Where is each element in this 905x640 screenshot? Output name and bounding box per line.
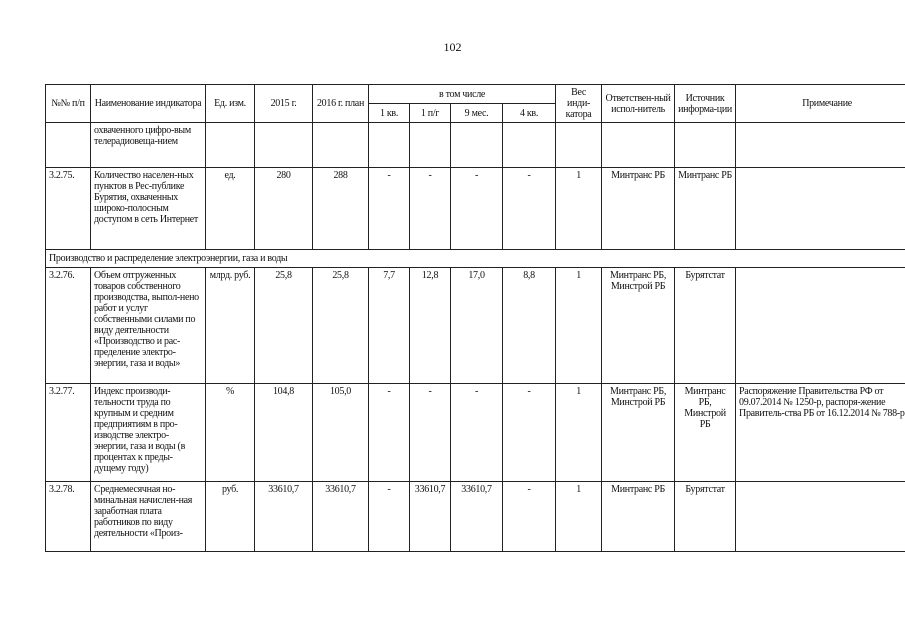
cell-num: 3.2.78. (46, 482, 91, 552)
cell-num: 3.2.76. (46, 268, 91, 384)
table-row (46, 384, 905, 482)
table-row (46, 168, 905, 250)
cell-q4: 8,8 (503, 268, 556, 384)
cell-2015: 33610,7 (255, 482, 313, 552)
cell-name: Индекс производи-тельности труда по крупным и средним предприятиям в про-изводстве электро-энергии, газа и воды (в процентах к преды-дущему году) (91, 384, 206, 482)
cell-note: Распоряжение Правительства РФ от 09.07.2014 № 1250-р, распоря-жение Правитель-ства РБ от 16.12.2014 № 788-р (736, 384, 905, 482)
cell-2015: 280 (255, 168, 313, 250)
cell-source: Минтранс РБ, Минстрой РБ (675, 384, 736, 482)
header-q4: 4 кв. (503, 104, 556, 123)
header-2015: 2015 г. (255, 85, 313, 123)
header-source: Источник информа-ции (675, 85, 736, 123)
cell-q4: - (503, 482, 556, 552)
cell-h1: 12,8 (410, 268, 451, 384)
header-unit: Ед. изм. (206, 85, 255, 123)
header-weight: Вес инди-катора (556, 85, 602, 123)
cell-9m: - (451, 384, 503, 482)
header-note: Примечание (736, 85, 905, 123)
cell-9m: 17,0 (451, 268, 503, 384)
cell-h1: 33610,7 (410, 482, 451, 552)
cell-unit: % (206, 384, 255, 482)
cell-weight: 1 (556, 482, 602, 552)
header-9m: 9 мес. (451, 104, 503, 123)
cell-num (46, 123, 91, 168)
cell-source: Бурятстат (675, 482, 736, 552)
cell-weight: 1 (556, 268, 602, 384)
header-responsible: Ответствен-ный испол-нитель (602, 85, 675, 123)
cell-9m: - (451, 168, 503, 250)
cell-note (736, 268, 905, 384)
header-q1: 1 кв. (369, 104, 410, 123)
cell-responsible: Минтранс РБ (602, 482, 675, 552)
cell-name: Среднемесячная но-минальная начислен-ная заработная плата работников по виду деятельности «Произ- (91, 482, 206, 552)
indicators-table (45, 84, 905, 552)
cell-responsible: Минтранс РБ, Минстрой РБ (602, 384, 675, 482)
cell-unit: ед. (206, 168, 255, 250)
header-2016: 2016 г. план (313, 85, 369, 123)
cell-name: охваченного цифро-вым телерадиовеща-нием (91, 123, 206, 168)
cell-unit: руб. (206, 482, 255, 552)
cell-q1: 7,7 (369, 268, 410, 384)
header-num: №№ п/п (46, 85, 91, 123)
section-title: Производство и распределение электроэнергии, газа и воды (46, 250, 905, 268)
cell-2016: 288 (313, 168, 369, 250)
cell-responsible: Минтранс РБ (602, 168, 675, 250)
cell-weight: 1 (556, 168, 602, 250)
cell-h1: - (410, 168, 451, 250)
header-including: в том числе (369, 85, 556, 104)
cell-2016: 33610,7 (313, 482, 369, 552)
cell-2016: 25,8 (313, 268, 369, 384)
cell-2015: 104,8 (255, 384, 313, 482)
cell-num: 3.2.77. (46, 384, 91, 482)
cell-num: 3.2.75. (46, 168, 91, 250)
cell-weight: 1 (556, 384, 602, 482)
cell-q4: - (503, 384, 556, 482)
section-row (46, 250, 905, 268)
cell-q1: - (369, 384, 410, 482)
table-row (46, 482, 905, 552)
cell-9m: 33610,7 (451, 482, 503, 552)
cell-2015: 25,8 (255, 268, 313, 384)
cell-name: Количество населен-ных пунктов в Рес-публике Бурятия, охваченных широко-полосным доступом в сеть Интернет (91, 168, 206, 250)
table-row (46, 268, 905, 384)
cell-q4: - (503, 168, 556, 250)
page-number: 102 (443, 40, 462, 54)
cell-q1: - (369, 168, 410, 250)
cell-responsible: Минтранс РБ, Минстрой РБ (602, 268, 675, 384)
cell-q1: - (369, 482, 410, 552)
cell-note (736, 168, 905, 250)
header-name: Наименование индикатора (91, 85, 206, 123)
cell-h1: - (410, 384, 451, 482)
cell-note (736, 482, 905, 552)
cell-source: Бурятстат (675, 268, 736, 384)
header-h1: 1 п/г (410, 104, 451, 123)
cell-2016: 105,0 (313, 384, 369, 482)
cell-source: Минтранс РБ (675, 168, 736, 250)
header-row (46, 85, 905, 104)
table-row-continuation (46, 123, 905, 168)
cell-unit: млрд. руб. (206, 268, 255, 384)
cell-name: Объем отгруженных товаров собственного производства, выпол-нено работ и услуг собственными силами по виду деятельности «Производство и рас-пределение электро-энергии, газа и воды» (91, 268, 206, 384)
